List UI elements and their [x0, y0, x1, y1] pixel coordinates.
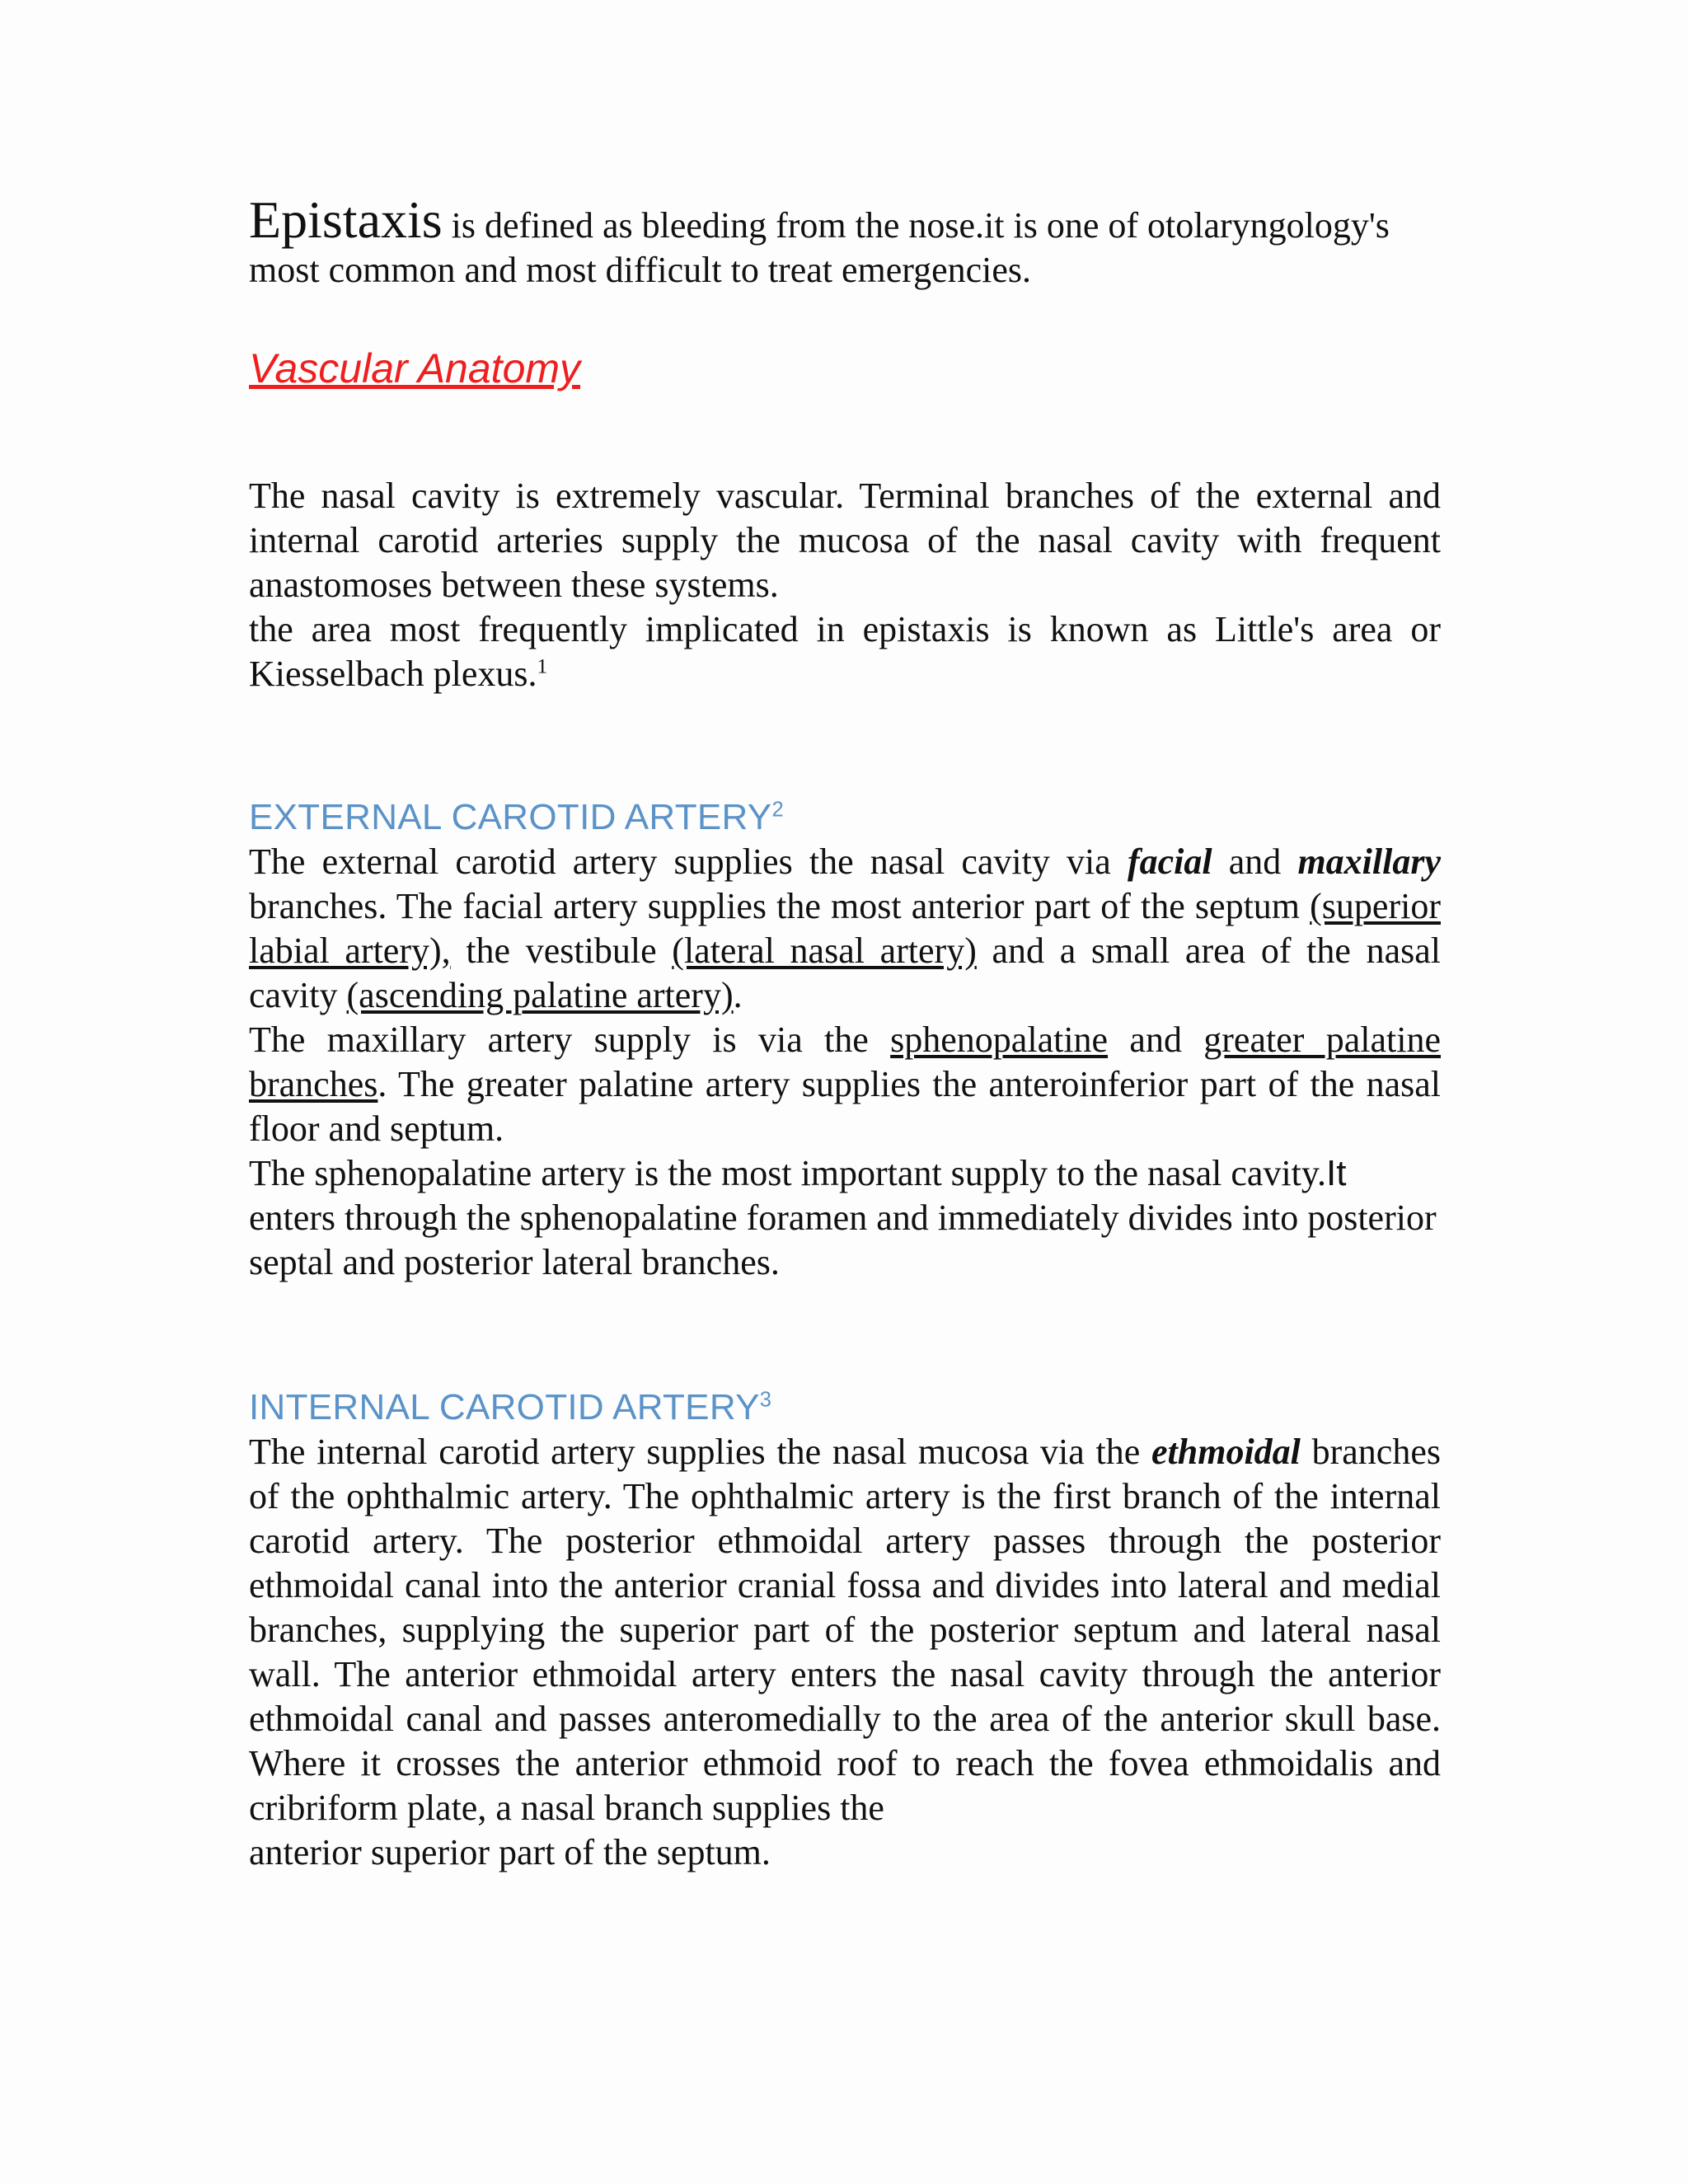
external-paragraph-2	[249, 1018, 1441, 1151]
underlined-ascending-palatine-artery: (ascending palatine artery)	[346, 975, 734, 1015]
vascular-paragraph-1: The nasal cavity is extremely vascular. Terminal branches of the external and internal carotid arteries supply the mucosa of the nasal cavity with frequent anastomoses between these systems.	[249, 476, 1441, 605]
term-maxillary: maxillary	[1297, 841, 1441, 882]
underlined-greater-palatine-branches: greater palatine branches	[249, 1019, 1441, 1104]
ext-p1-text-a: The external carotid artery supplies the nasal cavity via	[249, 841, 1128, 882]
ext-p2-text-a: The maxillary artery supply is via the	[249, 1019, 891, 1060]
term-ethmoidal: ethmoidal	[1151, 1432, 1301, 1472]
heading-external-text: EXTERNAL CAROTID ARTERY	[249, 797, 772, 837]
ext-p2-text-c: . The greater palatine artery supplies the anteroinferior part of the nasal floor and septum.	[249, 1064, 1441, 1149]
ext-p3-it: It	[1326, 1153, 1347, 1193]
intro-line1: is defined as bleeding from the nose.it is one of otolaryngology's	[442, 205, 1390, 246]
heading-internal-carotid-artery	[249, 1385, 1441, 1430]
ext-p1-text-b: branches. The facial artery supplies the most anterior part of the septum	[249, 886, 1311, 926]
intro-term: Epistaxis	[249, 190, 443, 249]
heading-internal-text: INTERNAL CAROTID ARTERY	[249, 1387, 760, 1427]
underlined-lateral-nasal-artery: (lateral nasal artery)	[672, 930, 977, 971]
ext-p1-text-d: and a small area of the nasal cavity	[249, 930, 1442, 1015]
footnote-ref-2: 2	[771, 798, 784, 822]
internal-paragraph-1	[249, 1430, 1441, 1875]
vascular-paragraph-2-text: the area most frequently implicated in epistaxis is known as Little's area or Kiesselbach plexus.	[249, 609, 1441, 694]
ext-p3-text-b: enters through the sphenopalatine foramen and immediately divides into posterior septal and posterior lateral branches.	[249, 1197, 1437, 1282]
intro-paragraph	[249, 190, 1441, 293]
heading-external-carotid-artery	[249, 795, 1441, 840]
term-facial: facial	[1127, 841, 1212, 882]
ext-p1-and: and	[1212, 841, 1298, 882]
int-p1-last-line: anterior superior part of the septum.	[249, 1832, 771, 1872]
external-paragraph-3	[249, 1151, 1441, 1285]
footnote-ref-1: 1	[537, 654, 548, 678]
ext-p1-text-e: .	[733, 975, 743, 1015]
underlined-sphenopalatine: sphenopalatine	[890, 1019, 1109, 1060]
int-p1-text-a: The internal carotid artery supplies the nasal mucosa via the	[249, 1432, 1151, 1472]
footnote-ref-3: 3	[759, 1388, 772, 1412]
intro-line2: most common and most difficult to treat emergencies.	[249, 250, 1032, 290]
underlined-superior-labial-artery: (superior labial artery),	[249, 886, 1441, 971]
document-content	[249, 190, 1442, 1875]
external-paragraph-1	[249, 840, 1441, 1018]
ext-p3-text-a: The sphenopalatine artery is the most important supply to the nasal cavity.	[249, 1153, 1327, 1193]
section-heading-vascular-anatomy: Vascular Anatomy	[249, 345, 581, 391]
ext-p1-text-c: the vestibule	[450, 930, 673, 971]
int-p1-text-b: branches of the ophthalmic artery. The ophthalmic artery is the first branch of the internal carotid artery. The posterior ethmoidal artery passes through the posterior ethmoidal canal into the anterior cranial fossa and divides into lateral and medial branches, supplying the superior part of the posterior septum and lateral nasal wall. The anterior ethmoidal artery enters the nasal cavity through the anterior ethmoidal canal and passes anteromedially to the area of the anterior skull base. Where it crosses the anterior ethmoid roof to reach the fovea ethmoidalis and cribriform plate, a nasal branch supplies the	[249, 1432, 1441, 1828]
ext-p2-text-b: and	[1108, 1019, 1204, 1060]
vascular-paragraph-2	[249, 607, 1441, 696]
